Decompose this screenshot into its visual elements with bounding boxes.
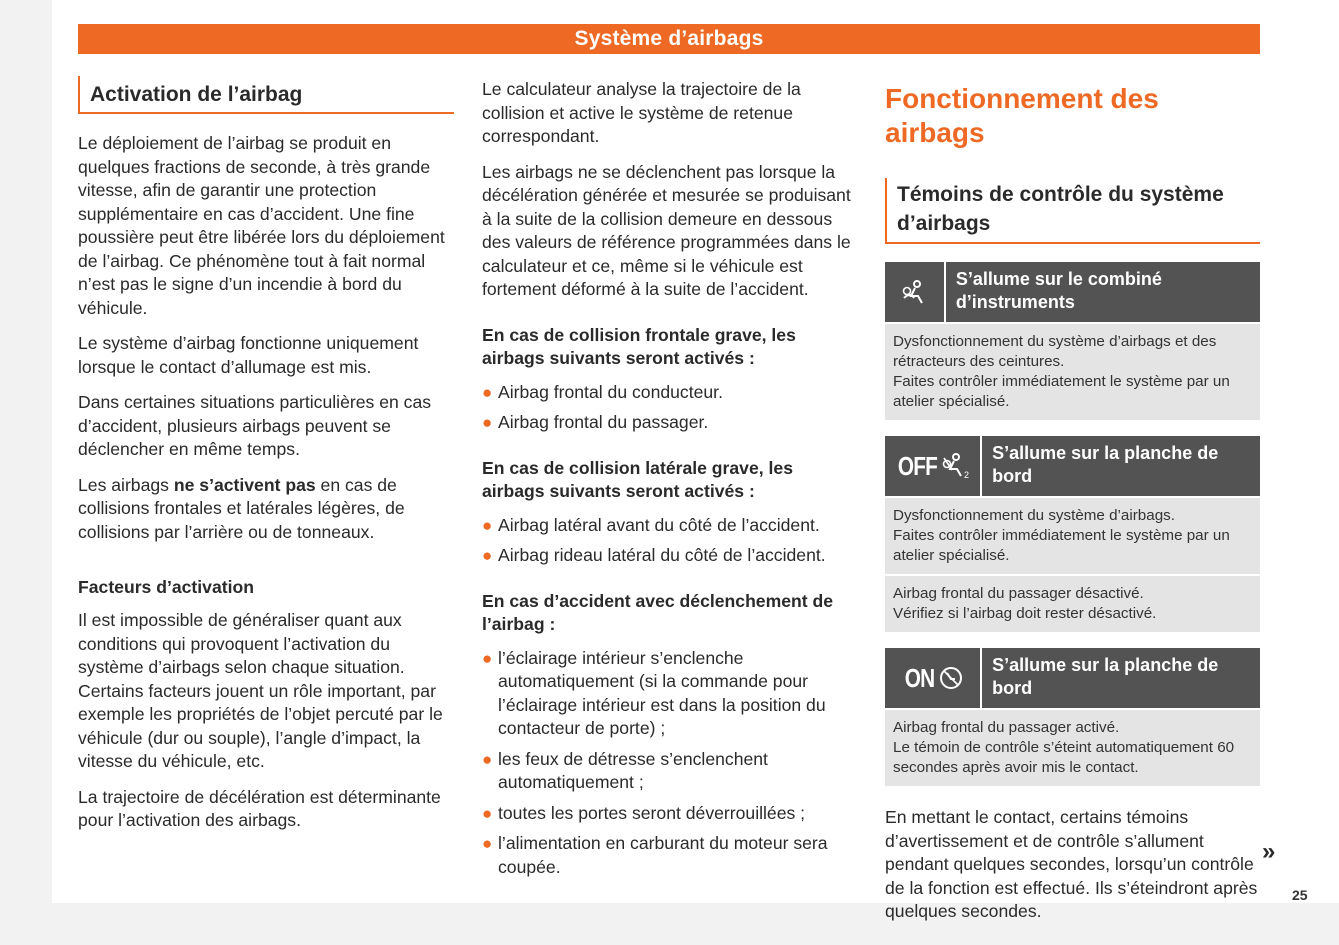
off-label: OFF	[897, 450, 938, 481]
passenger-airbag-off-icon-graphic	[942, 452, 972, 480]
paragraph: Les airbags ne se déclenchent pas lorsque la décélération générée et mesurée se produisant à la suite de la collision demeure en dessous des valeurs de référence programmées dans le calculateur et ce, même si le véhicule est fortement déformé à la suite de l’accident.	[482, 161, 851, 299]
paragraph: Dans certaines situations particulières en cas d’accident, plusieurs airbags peuvent se déclencher en même temps.	[78, 392, 432, 459]
lead-airbag-triggered: En cas d’accident avec déclenchement de l’airbag :	[482, 590, 834, 634]
section-header: Système d’airbags	[78, 24, 1260, 54]
subheading-activation-factors: Facteurs d’activation	[78, 577, 254, 597]
lamp-box-2	[885, 436, 1260, 632]
passenger-airbag-off-icon	[885, 436, 982, 496]
column-left	[78, 72, 454, 845]
lamp-title: S’allume sur le combiné d’instruments	[955, 269, 1162, 312]
text-line: Vérifiez si l’airbag doit rester désactivé.	[893, 605, 1157, 622]
paragraph: Le système d’airbag fonctionne uniquement lorsque le contact d’allumage est mis.	[78, 333, 419, 377]
list-item: ● Airbag frontal du passager.	[482, 411, 860, 435]
list-item: ● toutes les portes seront déverrouillées ;	[482, 802, 860, 826]
list-item: ● Airbag rideau latéral du côté de l’accident.	[482, 544, 860, 568]
lamp-header	[885, 262, 1260, 322]
lamp-box-3	[885, 648, 1260, 786]
column-middle	[482, 78, 860, 891]
passenger-airbag-on-icon-graphic	[938, 665, 964, 691]
title-airbag-operation: Fonctionnement des airbags	[885, 83, 1159, 148]
airbag-warning-icon-graphic	[900, 278, 928, 306]
lead-frontal-collision: En cas de collision frontale grave, les airbags suivants seront activés :	[482, 324, 796, 368]
page-number: 25	[1292, 887, 1308, 903]
bullet-icon: ●	[482, 546, 493, 565]
text-line: Faites contrôler immédiatement le système par un atelier spécialisé.	[893, 373, 1230, 410]
text-line: Le témoin de contrôle s’éteint automatiquement 60 secondes après avoir mis le contact.	[893, 739, 1235, 776]
heading-warning-lamps: Témoins de contrôle du système d’airbags	[885, 178, 1260, 244]
lamp-box-1	[885, 262, 1260, 420]
lead-side-collision: En cas de collision latérale grave, les airbags suivants seront activés :	[482, 457, 793, 501]
lamp-description	[885, 498, 1260, 574]
bullet-icon: ●	[482, 803, 493, 823]
paragraph: Le déploiement de l’airbag se produit en quelques fractions de seconde, à très grande vitesse, afin de garantir une protection supplémentaire en cas d’accident. Une fine poussière peut être libérée lors du déploiement de l’airbag. Ce phénomène tout à fait normal n’est pas le signe d’un incendie à bord du véhicule.	[78, 133, 445, 318]
text-run: Les airbags	[78, 474, 174, 495]
bullet-icon: ●	[482, 382, 493, 402]
bullet-icon: ●	[482, 413, 493, 432]
airbag-warning-icon	[885, 262, 946, 322]
list-item: ● les feux de détresse s’enclenchent automatiquement ;	[482, 748, 768, 792]
svg-text:2: 2	[964, 470, 970, 480]
text-line: Airbag frontal du passager activé.	[893, 719, 1120, 736]
lamp-description	[885, 710, 1260, 786]
paragraph: En mettant le contact, certains témoins d’avertissement et de contrôle s’allument pendant quelques secondes, lorsqu’un contrôle de la fonction est effectué. Ils s’éteindront après quelques secondes.	[885, 807, 1258, 921]
bullet-icon: ●	[482, 834, 493, 853]
bold-text: ne s’activent pas	[173, 474, 316, 495]
lamp-description	[885, 576, 1260, 632]
text-line: Airbag frontal du passager désactivé.	[893, 585, 1144, 602]
list-triggered	[482, 647, 860, 880]
on-label: ON	[904, 662, 935, 693]
text-line: Dysfonctionnement du système d’airbags et des rétracteurs des ceintures.	[893, 333, 1217, 370]
list-side	[482, 514, 860, 568]
list-item: ● l’alimentation en carburant du moteur sera coupée.	[482, 833, 828, 877]
lamp-header	[885, 648, 1260, 708]
bullet-icon: ●	[482, 749, 493, 769]
text-line: Faites contrôler immédiatement le système par un atelier spécialisé.	[893, 527, 1230, 564]
lamp-description	[885, 324, 1260, 420]
paragraph-not-activated	[78, 474, 454, 545]
heading-airbag-activation: Activation de l’airbag	[78, 76, 454, 114]
lamp-header	[885, 436, 1260, 496]
bullet-icon: ●	[482, 648, 493, 668]
paragraph: Il est impossible de généraliser quant aux conditions qui provoquent l’activation du système d’airbags selon chaque situation. Certains facteurs jouent un rôle important, par exemple les propriétés de l’objet percuté par le véhicule (dur ou souple), l’angle d’impact, la vitesse du véhicule, etc.	[78, 610, 443, 771]
list-item: ● l’éclairage intérieur s’enclenche automatiquement (si la commande pour l’éclairage intérieur est dans la position du contacteur de porte) ;	[482, 647, 826, 738]
continue-arrow-icon: »	[1262, 838, 1276, 865]
list-item: ● Airbag frontal du conducteur.	[482, 381, 860, 405]
text-line: Dysfonctionnement du système d’airbags.	[893, 507, 1175, 524]
passenger-airbag-on-icon	[885, 648, 982, 708]
column-right	[885, 76, 1260, 936]
paragraph: Le calculateur analyse la trajectoire de la collision et active le système de retenue correspondant.	[482, 79, 801, 146]
bullet-icon: ●	[482, 515, 493, 535]
lamp-title: S’allume sur la planche de bord	[992, 655, 1219, 698]
list-item: ● Airbag latéral avant du côté de l’accident.	[482, 514, 860, 538]
text-run: en cas de collisions frontales et latérales légères, de collisions par l’arrière ou de tonneaux.	[78, 474, 405, 542]
paragraph: La trajectoire de décélération est déterminante pour l’activation des airbags.	[78, 786, 441, 830]
lamp-title: S’allume sur la planche de bord	[992, 443, 1219, 486]
list-frontal	[482, 381, 860, 435]
